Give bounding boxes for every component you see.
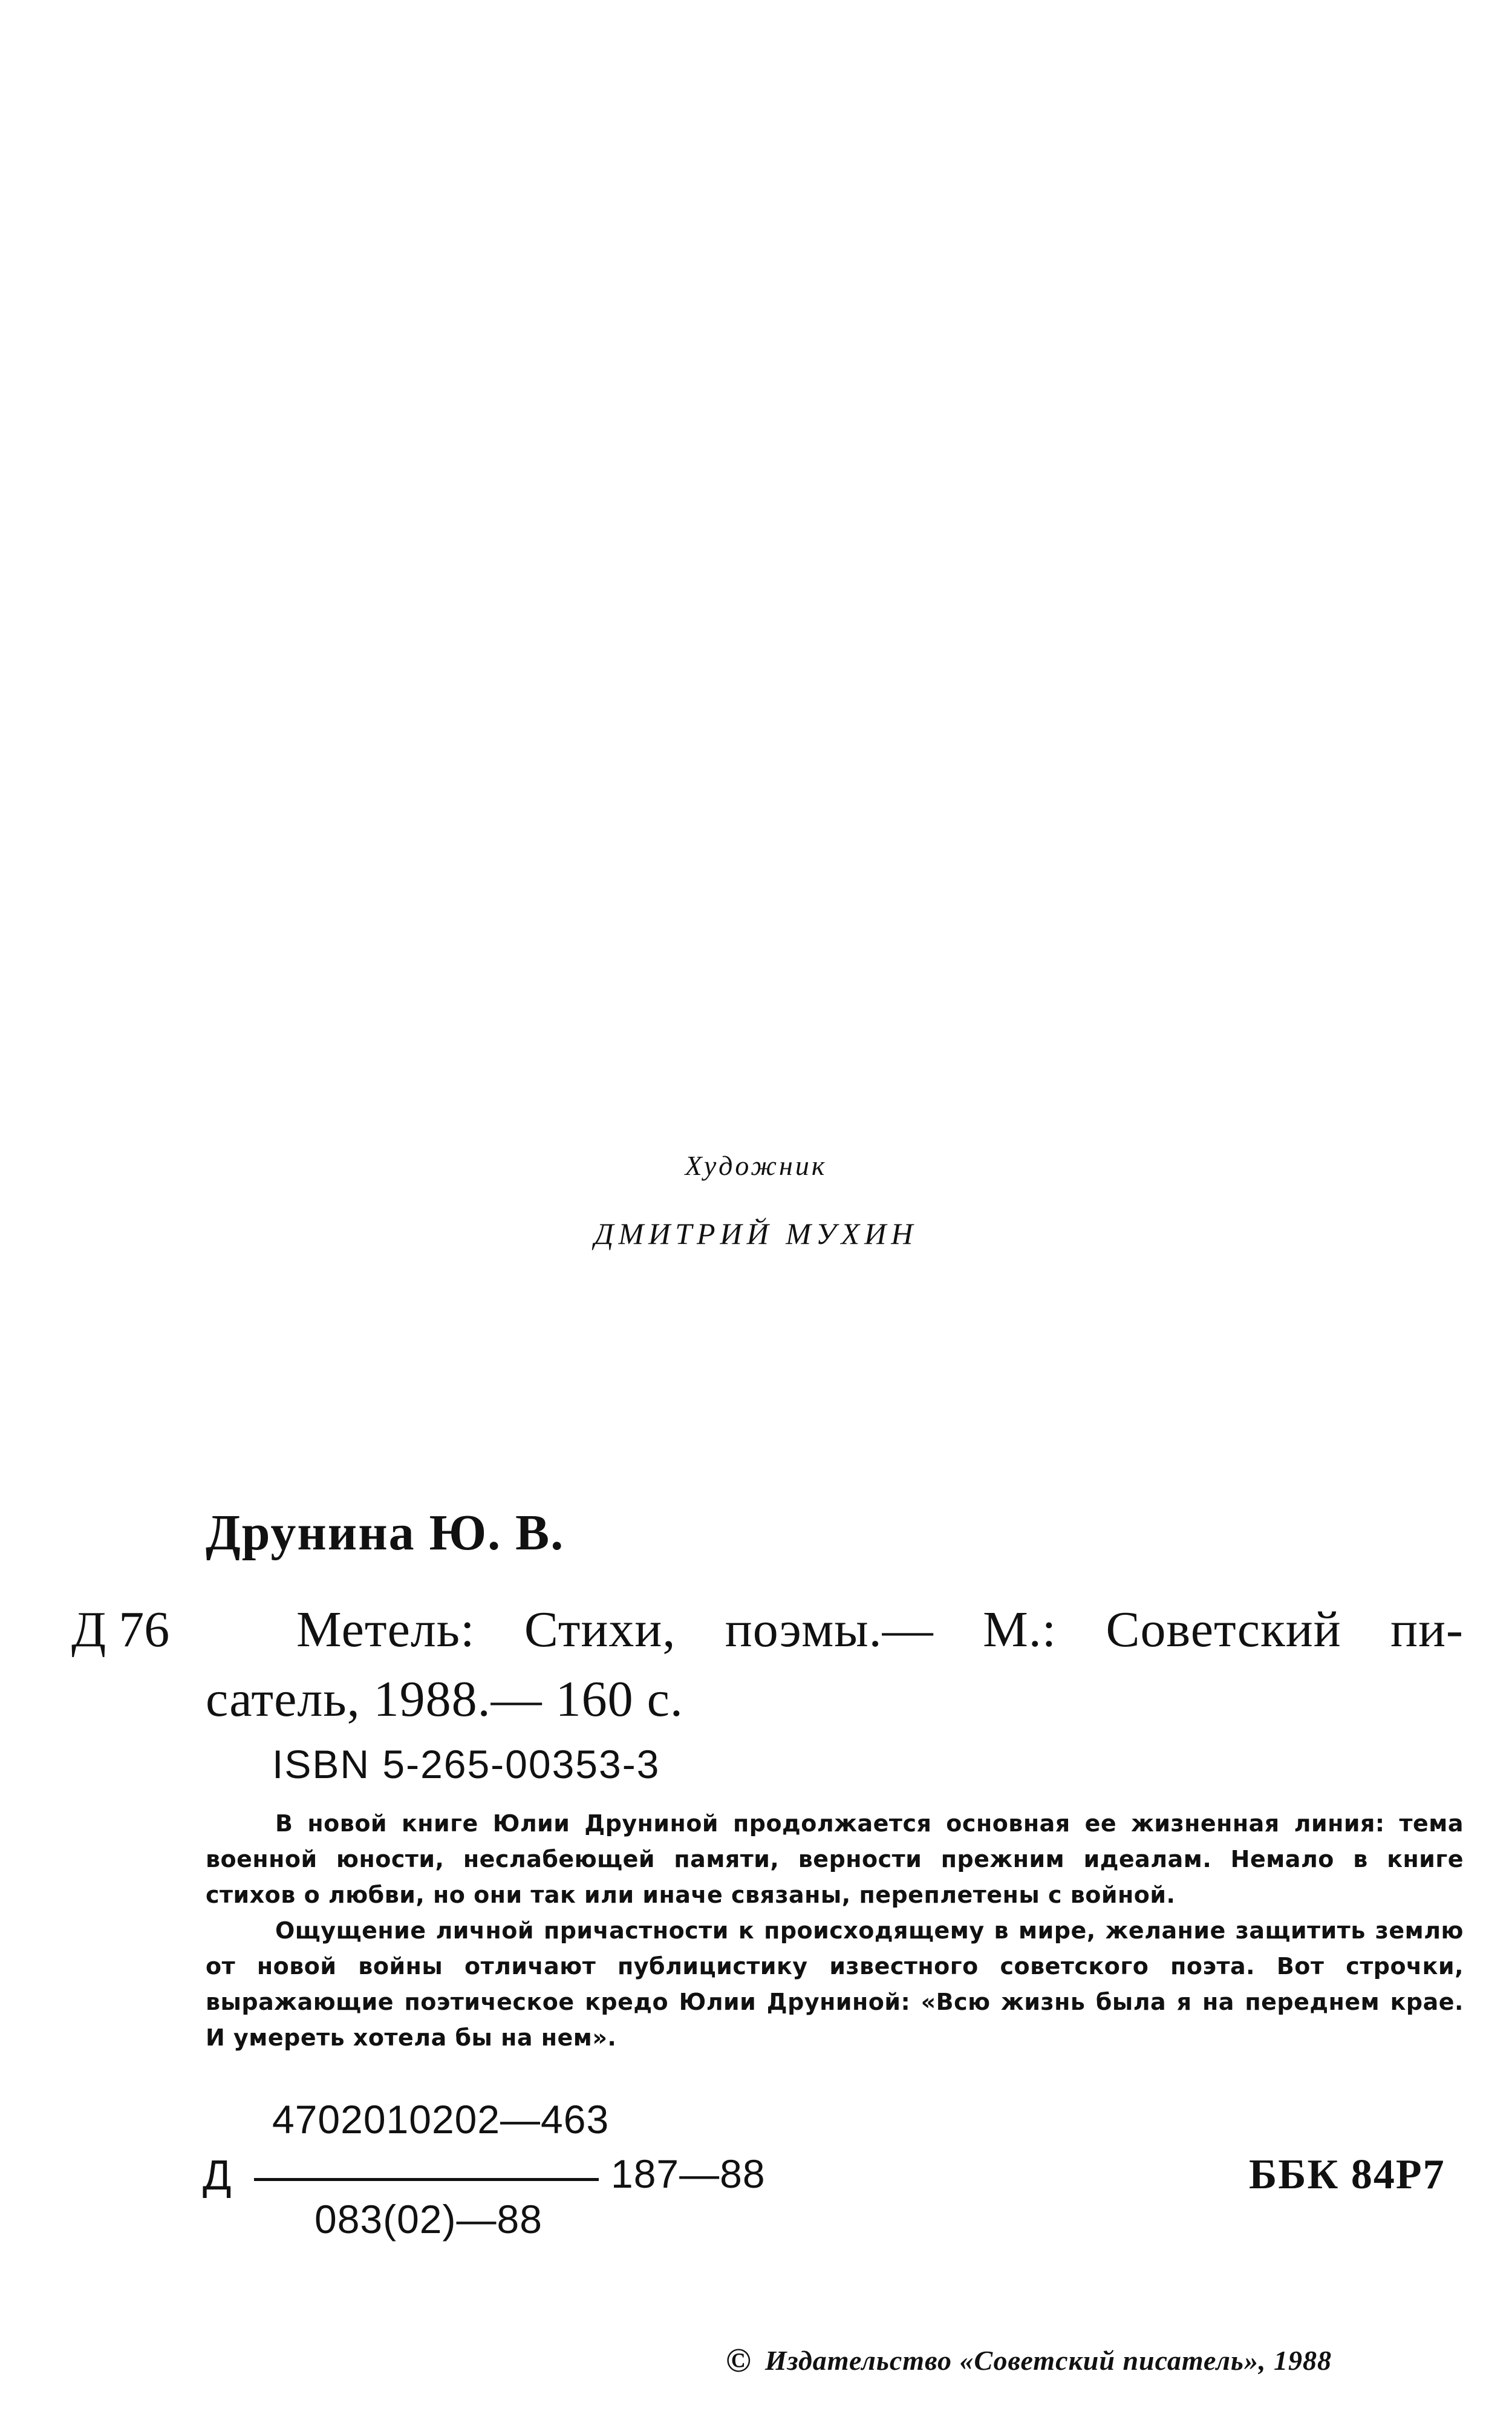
title-line-2: сатель, 1988.— 160 с. bbox=[206, 1671, 683, 1727]
copyright-icon: © bbox=[726, 2342, 752, 2379]
author-name: Друнина Ю. В. bbox=[206, 1505, 565, 1561]
fraction-rule bbox=[254, 2178, 599, 2181]
title-line-1: Метель: Стихи, поэмы.— М.: Советский пи- bbox=[296, 1601, 1464, 1658]
copyright-text: Издательство «Советский писатель», 1988 bbox=[764, 2345, 1332, 2376]
bbk-code: ББК 84Р7 bbox=[1249, 2151, 1445, 2198]
annotation-paragraph-2: Ощущение личной причастности к происходящему в мире, желание защитить землю от новой войны отличают публицистику известного советского поэта. Вот строчки, выражающие поэтическое кредо Юлии Друниной: «Всю жизнь была я на переднем крае. И умереть хотела бы на нем». bbox=[206, 1917, 1464, 2051]
annotation bbox=[206, 1806, 1464, 2056]
classification-numerator: 4702010202—463 bbox=[272, 2097, 610, 2142]
library-index: Д 76 bbox=[71, 1601, 170, 1658]
classification-order: 187—88 bbox=[611, 2151, 766, 2196]
isbn: ISBN 5-265-00353-3 bbox=[272, 1742, 660, 1787]
classification-letter: Д bbox=[203, 2151, 232, 2199]
copyright-line bbox=[726, 2341, 1332, 2380]
classification-denominator: 083(02)—88 bbox=[314, 2197, 543, 2242]
artist-role: Художник bbox=[685, 1150, 827, 1181]
artist-name: ДМИТРИЙ МУХИН bbox=[594, 1217, 918, 1251]
annotation-paragraph-1: В новой книге Юлии Друниной продолжается основная ее жизненная линия: тема военной юности, неслабеющей памяти, верности прежним идеалам. Немало в книге стихов о любви, но они так или иначе связаны, переплетены с войной. bbox=[206, 1810, 1464, 1908]
